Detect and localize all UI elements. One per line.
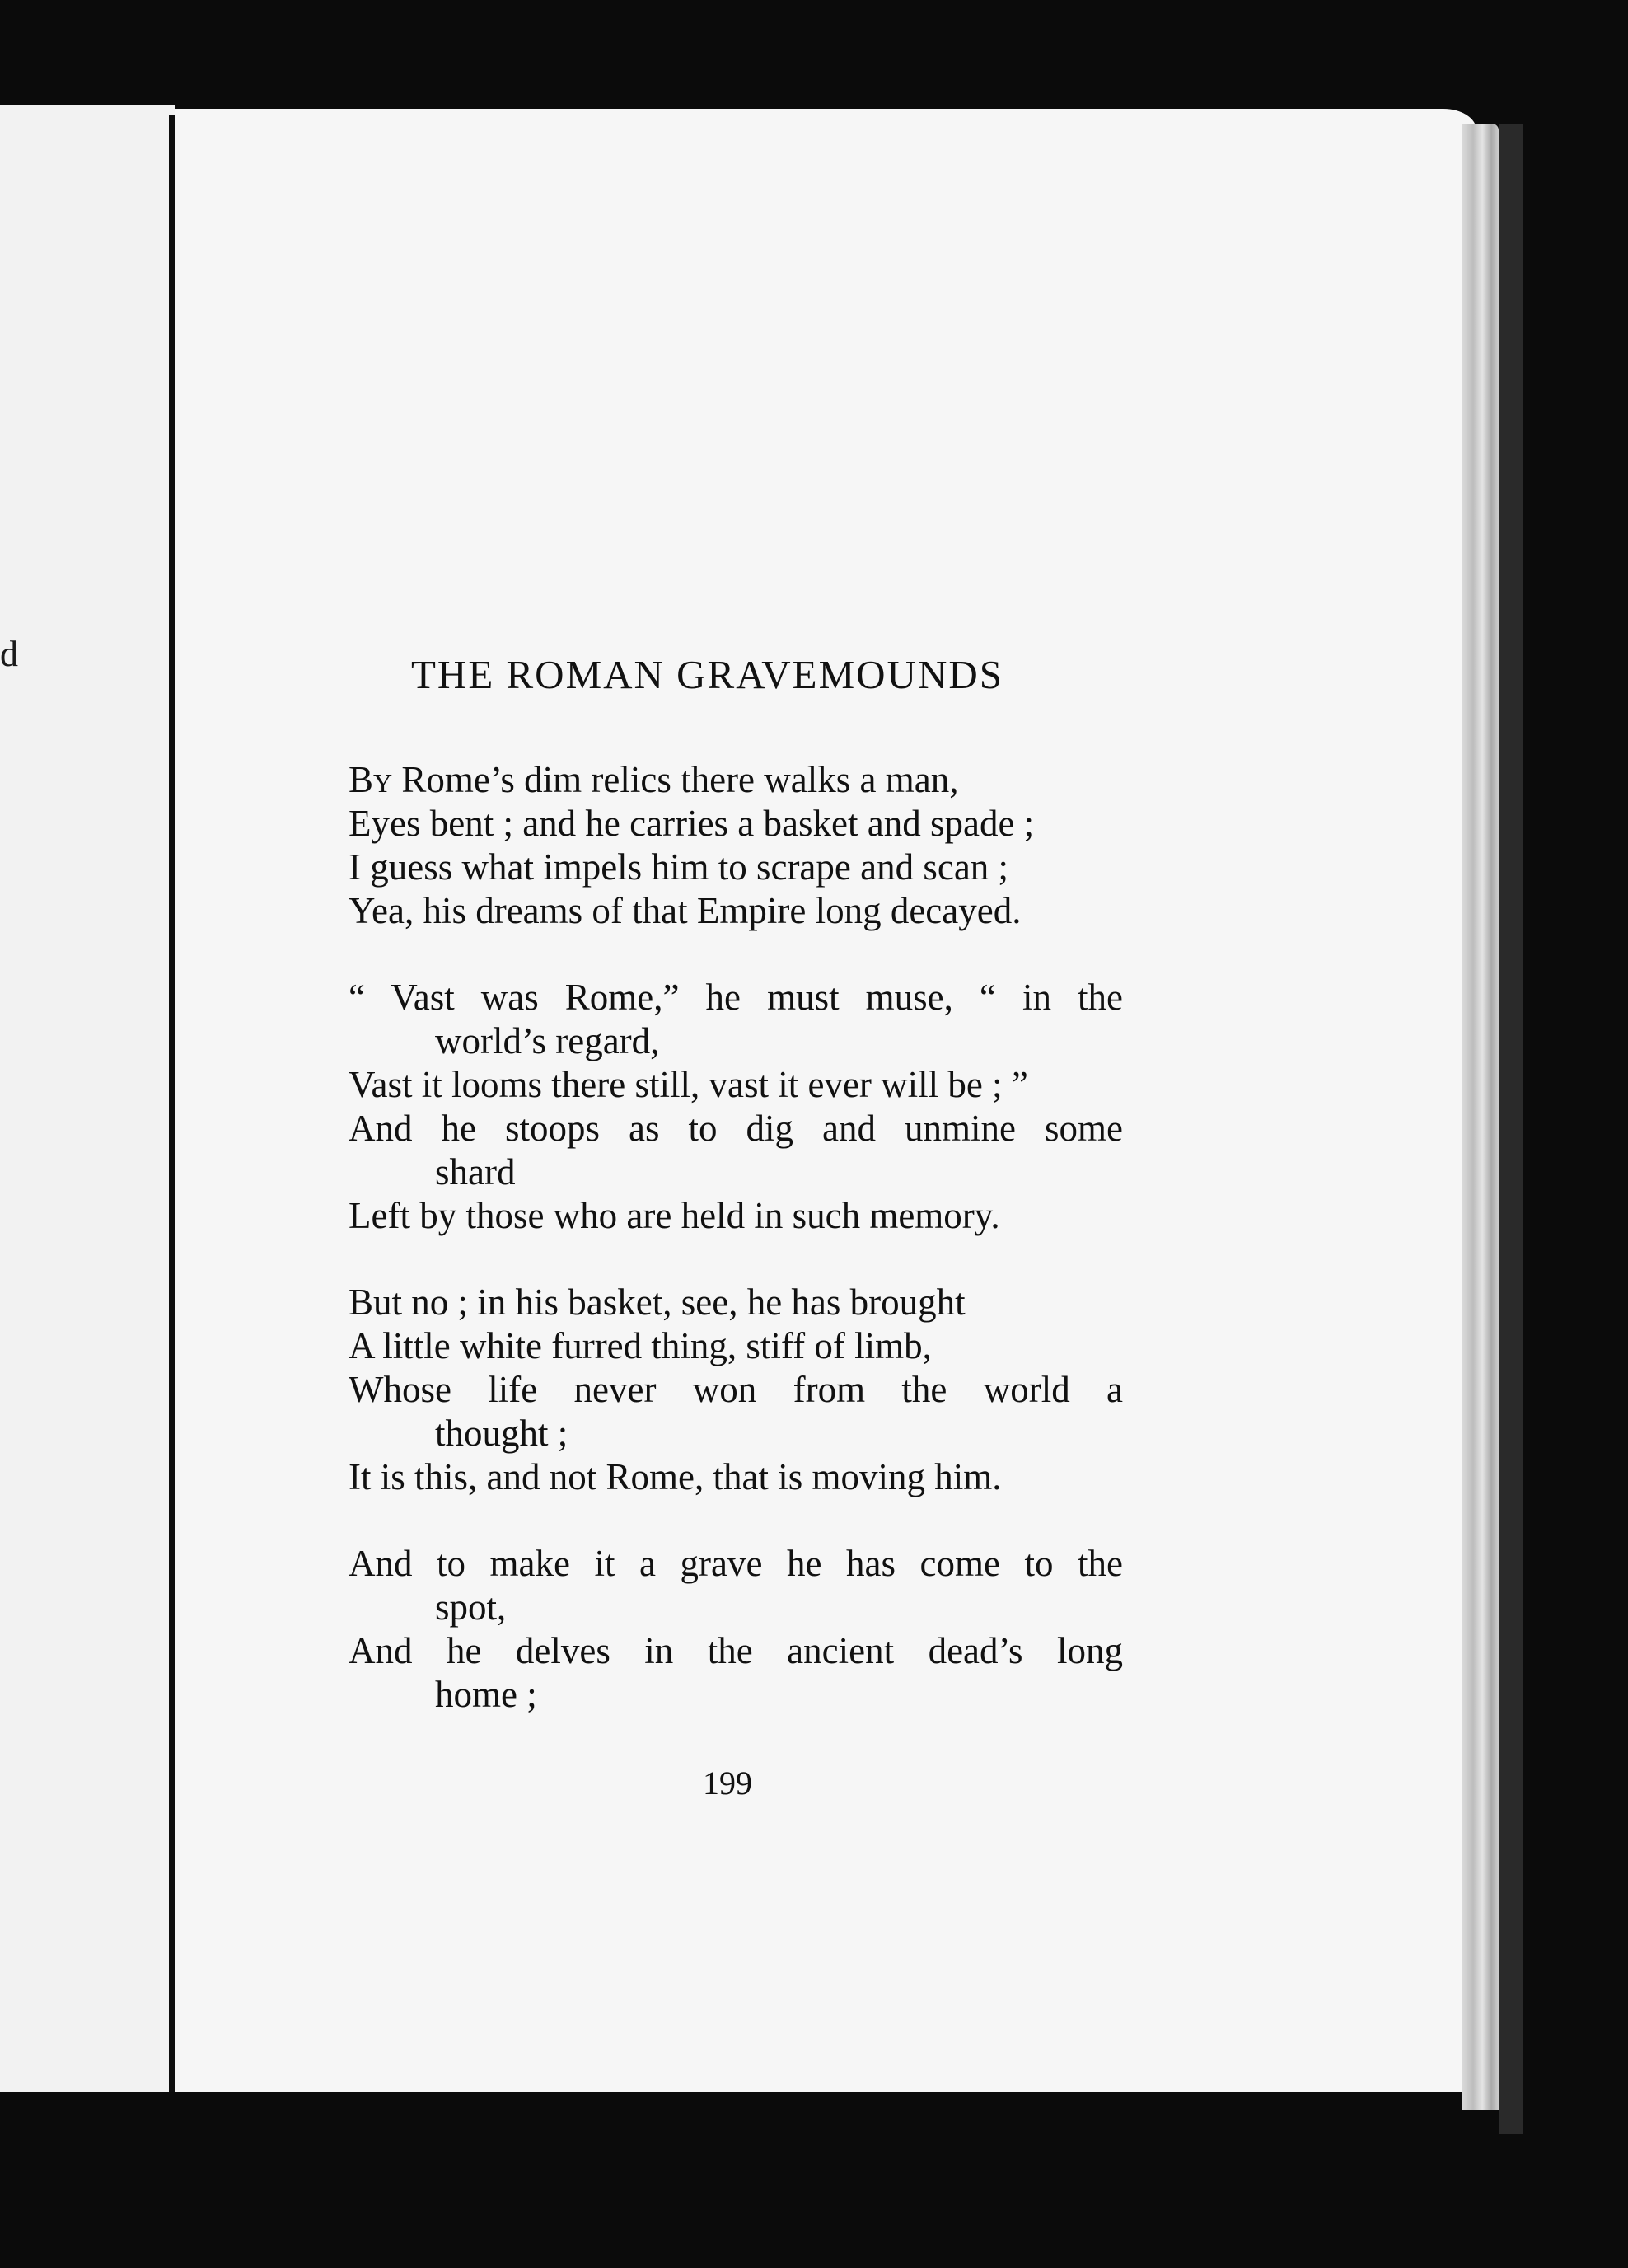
poem-line-continuation: spot, bbox=[435, 1586, 507, 1628]
poem-line: Eyes bent ; and he carries a basket and spade ; bbox=[349, 803, 1035, 844]
poem-line: And he stoops as to dig and unmine some bbox=[349, 1108, 1123, 1149]
poem-line-continuation: world’s regard, bbox=[435, 1020, 660, 1061]
poem-line: But no ; in his basket, see, he has brought bbox=[349, 1282, 966, 1323]
left-page-text-fragment: d bbox=[0, 634, 18, 674]
poem-line: And he delves in the ancient dead’s long bbox=[349, 1630, 1123, 1671]
dropcap-word: By bbox=[349, 759, 393, 800]
book-cover-edge bbox=[1499, 124, 1523, 2134]
poem-line: Vast it looms there still, vast it ever will be ; ” bbox=[349, 1064, 1028, 1105]
poem-line: Whose life never won from the world a bbox=[349, 1369, 1123, 1410]
poem-line-continuation: home ; bbox=[435, 1674, 537, 1715]
poem-line-continuation: shard bbox=[435, 1151, 516, 1193]
poem-body bbox=[349, 758, 1123, 1760]
poem-line: A little white furred thing, stiff of limb, bbox=[349, 1325, 932, 1366]
poem-line: “ Vast was Rome,” he must muse, “ in the bbox=[349, 977, 1123, 1018]
left-page bbox=[0, 105, 175, 2092]
stanza bbox=[349, 976, 1123, 1238]
stanza bbox=[349, 758, 1123, 933]
stanza bbox=[349, 1542, 1123, 1717]
first-line-text: Rome’s dim relics there walks a man, bbox=[392, 759, 959, 800]
poem-line: It is this, and not Rome, that is moving him. bbox=[349, 1456, 1002, 1497]
poem-title: THE ROMAN GRAVEMOUNDS bbox=[411, 652, 1003, 697]
gutter-line bbox=[169, 115, 175, 2092]
poem-line: I guess what impels him to scrape and scan ; bbox=[349, 846, 1009, 888]
poem-line: Yea, his dreams of that Empire long decayed. bbox=[349, 890, 1022, 931]
poem-line: Left by those who are held in such memory. bbox=[349, 1195, 1000, 1236]
stanza bbox=[349, 1281, 1123, 1499]
poem-line-continuation: thought ; bbox=[435, 1413, 568, 1454]
poem-line: And to make it a grave he has come to the bbox=[349, 1543, 1123, 1584]
poem-line bbox=[349, 758, 1123, 802]
page-number: 199 bbox=[703, 1764, 752, 1802]
page-edge bbox=[1462, 124, 1499, 2110]
